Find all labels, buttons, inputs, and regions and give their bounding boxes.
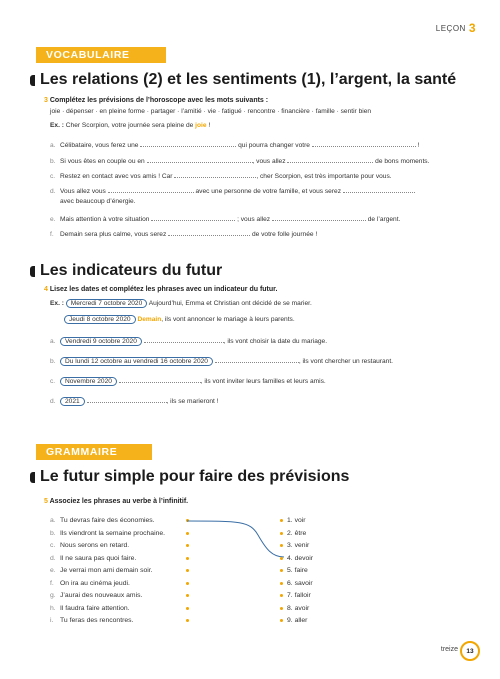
answer-blank[interactable] xyxy=(215,356,299,363)
item-text: de bons moments. xyxy=(373,158,430,165)
match-example-line xyxy=(180,515,290,565)
match-right-list xyxy=(287,517,367,630)
date-box: Vendredi 9 octobre 2020 xyxy=(60,337,142,346)
answer-blank[interactable] xyxy=(119,376,201,383)
item-number: 5. xyxy=(287,567,293,574)
example-text: Cher Scorpion, votre journée sera pleine de xyxy=(65,122,196,129)
match-dot[interactable] xyxy=(280,607,283,610)
word-bank: joie · dépenser · en pleine forme · partager · l’amitié · vie · fatigué · rencontre · financière · famille · sentir bien xyxy=(50,108,372,115)
item-text: de l’argent. xyxy=(365,216,401,223)
match-dot[interactable] xyxy=(186,619,189,622)
section-title-futur-simple xyxy=(30,468,349,486)
item-text: qui pourra changer votre xyxy=(236,142,312,149)
item-letter: b. xyxy=(50,158,56,165)
match-dot[interactable] xyxy=(186,582,189,585)
item-text: Je verrai mon ami demain soir. xyxy=(60,567,153,574)
item-text: Nous serons en retard. xyxy=(60,542,130,549)
answer-blank[interactable] xyxy=(312,140,416,147)
item-letter: f. xyxy=(50,231,54,238)
match-dot[interactable] xyxy=(280,582,283,585)
item-letter: f. xyxy=(50,579,54,587)
match-right-item[interactable] xyxy=(287,605,367,618)
match-right-dots xyxy=(280,519,283,632)
match-right-item[interactable] xyxy=(287,617,367,630)
item-text: devoir xyxy=(294,554,314,562)
item-number: 1. xyxy=(287,517,293,524)
item-text: ! xyxy=(415,142,420,149)
item-text: de votre folle journée ! xyxy=(250,231,318,238)
exercise-3-item-d xyxy=(50,186,415,195)
instruction-text: Complétez les prévisions de l’horoscope avec les mots suivants : xyxy=(49,97,269,104)
item-letter: b. xyxy=(50,358,56,365)
item-text: , ils se marieront ! xyxy=(166,398,219,405)
item-letter: g. xyxy=(50,592,56,599)
item-letter: d. xyxy=(50,554,56,562)
item-text: faire xyxy=(294,567,308,574)
section-band-vocabulaire: VOCABULAIRE xyxy=(36,47,166,63)
lesson-number: 3 xyxy=(468,21,476,35)
item-number: 2. xyxy=(287,529,293,537)
item-text: avoir xyxy=(294,604,310,612)
item-number: 3. xyxy=(287,542,293,549)
title-text: Les indicateurs du futur xyxy=(40,262,223,279)
match-right-item[interactable] xyxy=(287,517,367,530)
date-box: Mercredi 7 octobre 2020 xyxy=(66,299,147,308)
title-text: Le futur simple pour faire des prévisions xyxy=(40,468,350,485)
item-letter: i. xyxy=(50,617,54,624)
exercise-4-item-b xyxy=(50,356,393,365)
example-answer: Demain xyxy=(137,316,162,323)
title-marker xyxy=(30,75,35,86)
lesson-header xyxy=(436,21,476,35)
match-dot[interactable] xyxy=(280,557,283,560)
exercise-number: 3 xyxy=(44,97,48,104)
exercise-4-item-a xyxy=(50,336,327,345)
item-letter: c. xyxy=(50,173,56,180)
item-text: , cher Scorpion, est très importante pour vous. xyxy=(256,173,392,180)
item-letter: b. xyxy=(50,529,56,537)
exercise-5-instruction xyxy=(44,498,188,505)
instruction-text: Lisez les dates et complétez les phrases avec un indicateur du futur. xyxy=(49,286,278,293)
item-letter: a. xyxy=(50,338,56,345)
item-text: être xyxy=(294,529,307,537)
item-text: Il ne saura pas quoi faire. xyxy=(60,554,137,562)
exercise-3-item-d-cont: avec beaucoup d’énergie. xyxy=(60,198,136,205)
section-title-relations xyxy=(30,71,456,89)
item-letter: d. xyxy=(50,188,56,195)
exercise-3-item-f xyxy=(50,229,317,238)
item-text: Célibataire, vous ferez une xyxy=(60,142,141,149)
date-box: Du lundi 12 octobre au vendredi 16 octobre 2020 xyxy=(60,357,213,366)
exercise-number: 4 xyxy=(44,286,48,293)
example-prefix: Ex. : xyxy=(50,300,66,307)
item-text: Ils viendront la semaine prochaine. xyxy=(60,529,166,537)
item-letter: e. xyxy=(50,216,56,223)
example-prefix: Ex. : xyxy=(50,122,66,129)
exercise-3-item-c xyxy=(50,171,392,180)
answer-blank[interactable] xyxy=(147,156,253,163)
item-letter: c. xyxy=(50,542,56,549)
match-right-item[interactable] xyxy=(287,580,367,593)
item-text: aller xyxy=(294,617,308,624)
match-right-item[interactable] xyxy=(287,567,367,580)
item-text: J’aurai des nouveaux amis. xyxy=(60,592,143,599)
answer-blank[interactable] xyxy=(87,396,167,403)
item-text: Si vous êtes en couple ou en xyxy=(60,158,147,165)
date-box: 2021 xyxy=(60,397,85,406)
exercise-3-item-e xyxy=(50,214,400,223)
answer-blank[interactable] xyxy=(168,229,250,236)
item-text: , vous allez xyxy=(252,158,288,165)
match-right-item[interactable] xyxy=(287,530,367,543)
match-dot[interactable] xyxy=(280,544,283,547)
match-right-item[interactable] xyxy=(287,555,367,568)
exercise-4-instruction xyxy=(44,286,277,293)
match-dot[interactable] xyxy=(280,594,283,597)
exercise-3-instruction xyxy=(44,97,268,104)
title-marker xyxy=(30,472,35,483)
item-text: avec une personne de votre famille, et vous serez xyxy=(193,188,343,195)
section-band-grammaire: GRAMMAIRE xyxy=(36,444,152,460)
item-text: Demain sera plus calme, vous serez xyxy=(60,231,169,238)
match-dot[interactable] xyxy=(186,594,189,597)
item-text: Vous allez vous xyxy=(60,188,108,195)
match-dot[interactable] xyxy=(280,532,283,535)
item-text: venir xyxy=(294,542,310,549)
item-text: , ils vont chercher un restaurant. xyxy=(298,358,394,365)
exercise-3-item-a xyxy=(50,140,419,149)
section-title-indicateurs xyxy=(30,262,222,280)
item-letter: d. xyxy=(50,398,56,405)
lesson-label: LEÇON xyxy=(435,23,466,33)
exercise-4-item-d xyxy=(50,396,219,405)
match-dot[interactable] xyxy=(280,619,283,622)
instruction-text: Associez les phrases au verbe à l’infinitif. xyxy=(49,498,189,505)
item-text: Tu feras des rencontres. xyxy=(60,617,134,624)
item-number: 4. xyxy=(287,554,293,562)
item-letter: a. xyxy=(50,517,56,524)
item-text: falloir xyxy=(294,592,311,599)
title-marker xyxy=(30,266,35,277)
answer-blank[interactable] xyxy=(140,140,236,147)
match-dot[interactable] xyxy=(280,519,283,522)
example-answer: joie xyxy=(195,122,207,129)
match-right-item[interactable] xyxy=(287,542,367,555)
page-number-badge: 13 xyxy=(460,641,480,661)
match-dot[interactable] xyxy=(186,607,189,610)
match-dot[interactable] xyxy=(280,569,283,572)
item-number: 6. xyxy=(287,579,293,587)
example-text: Aujourd’hui, Emma et Christian ont décidé de se marier. xyxy=(147,300,312,307)
page-word: treize xyxy=(440,646,458,653)
exercise-4-example-line1 xyxy=(50,300,312,307)
exercise-3-example xyxy=(50,122,210,129)
date-box: Jeudi 8 octobre 2020 xyxy=(64,315,136,324)
item-number: 8. xyxy=(287,604,293,612)
example-end: ! xyxy=(206,122,211,129)
match-right-item[interactable] xyxy=(287,592,367,605)
answer-blank[interactable] xyxy=(272,214,366,221)
answer-blank[interactable] xyxy=(144,336,224,343)
item-text: Il faudra faire attention. xyxy=(60,604,130,612)
item-letter: e. xyxy=(50,567,56,574)
item-text: ; vous allez xyxy=(235,216,272,223)
item-text: savoir xyxy=(294,579,313,587)
item-number: 7. xyxy=(287,592,293,599)
exercise-3-item-b xyxy=(50,156,429,165)
answer-blank[interactable] xyxy=(151,214,235,221)
item-text: , ils vont inviter leurs familles et leurs amis. xyxy=(200,378,326,385)
exercise-4-item-c xyxy=(50,376,326,385)
answer-blank[interactable] xyxy=(108,186,194,193)
title-text: Les relations (2) et les sentiments (1), l’argent, la santé xyxy=(40,71,457,88)
answer-blank[interactable] xyxy=(343,186,415,193)
item-letter: c. xyxy=(50,378,56,385)
answer-blank[interactable] xyxy=(174,171,256,178)
match-dot[interactable] xyxy=(186,569,189,572)
item-text: On ira au cinéma jeudi. xyxy=(60,579,130,587)
item-text: voir xyxy=(294,517,306,524)
item-text: Restez en contact avec vos amis ! Car xyxy=(60,173,175,180)
item-text: Tu devras faire des économies. xyxy=(60,517,155,524)
item-text: , ils vont choisir la date du mariage. xyxy=(223,338,328,345)
answer-blank[interactable] xyxy=(287,156,373,163)
exercise-4-example-line2 xyxy=(64,316,295,323)
exercise-number: 5 xyxy=(44,498,48,505)
item-letter: h. xyxy=(50,604,56,612)
item-letter: a. xyxy=(50,142,56,149)
date-box: Novembre 2020 xyxy=(60,377,117,386)
item-text: Mais attention à votre situation xyxy=(60,216,152,223)
item-number: 9. xyxy=(287,617,293,624)
example-text: , ils vont annoncer le mariage à leurs parents. xyxy=(161,316,295,323)
